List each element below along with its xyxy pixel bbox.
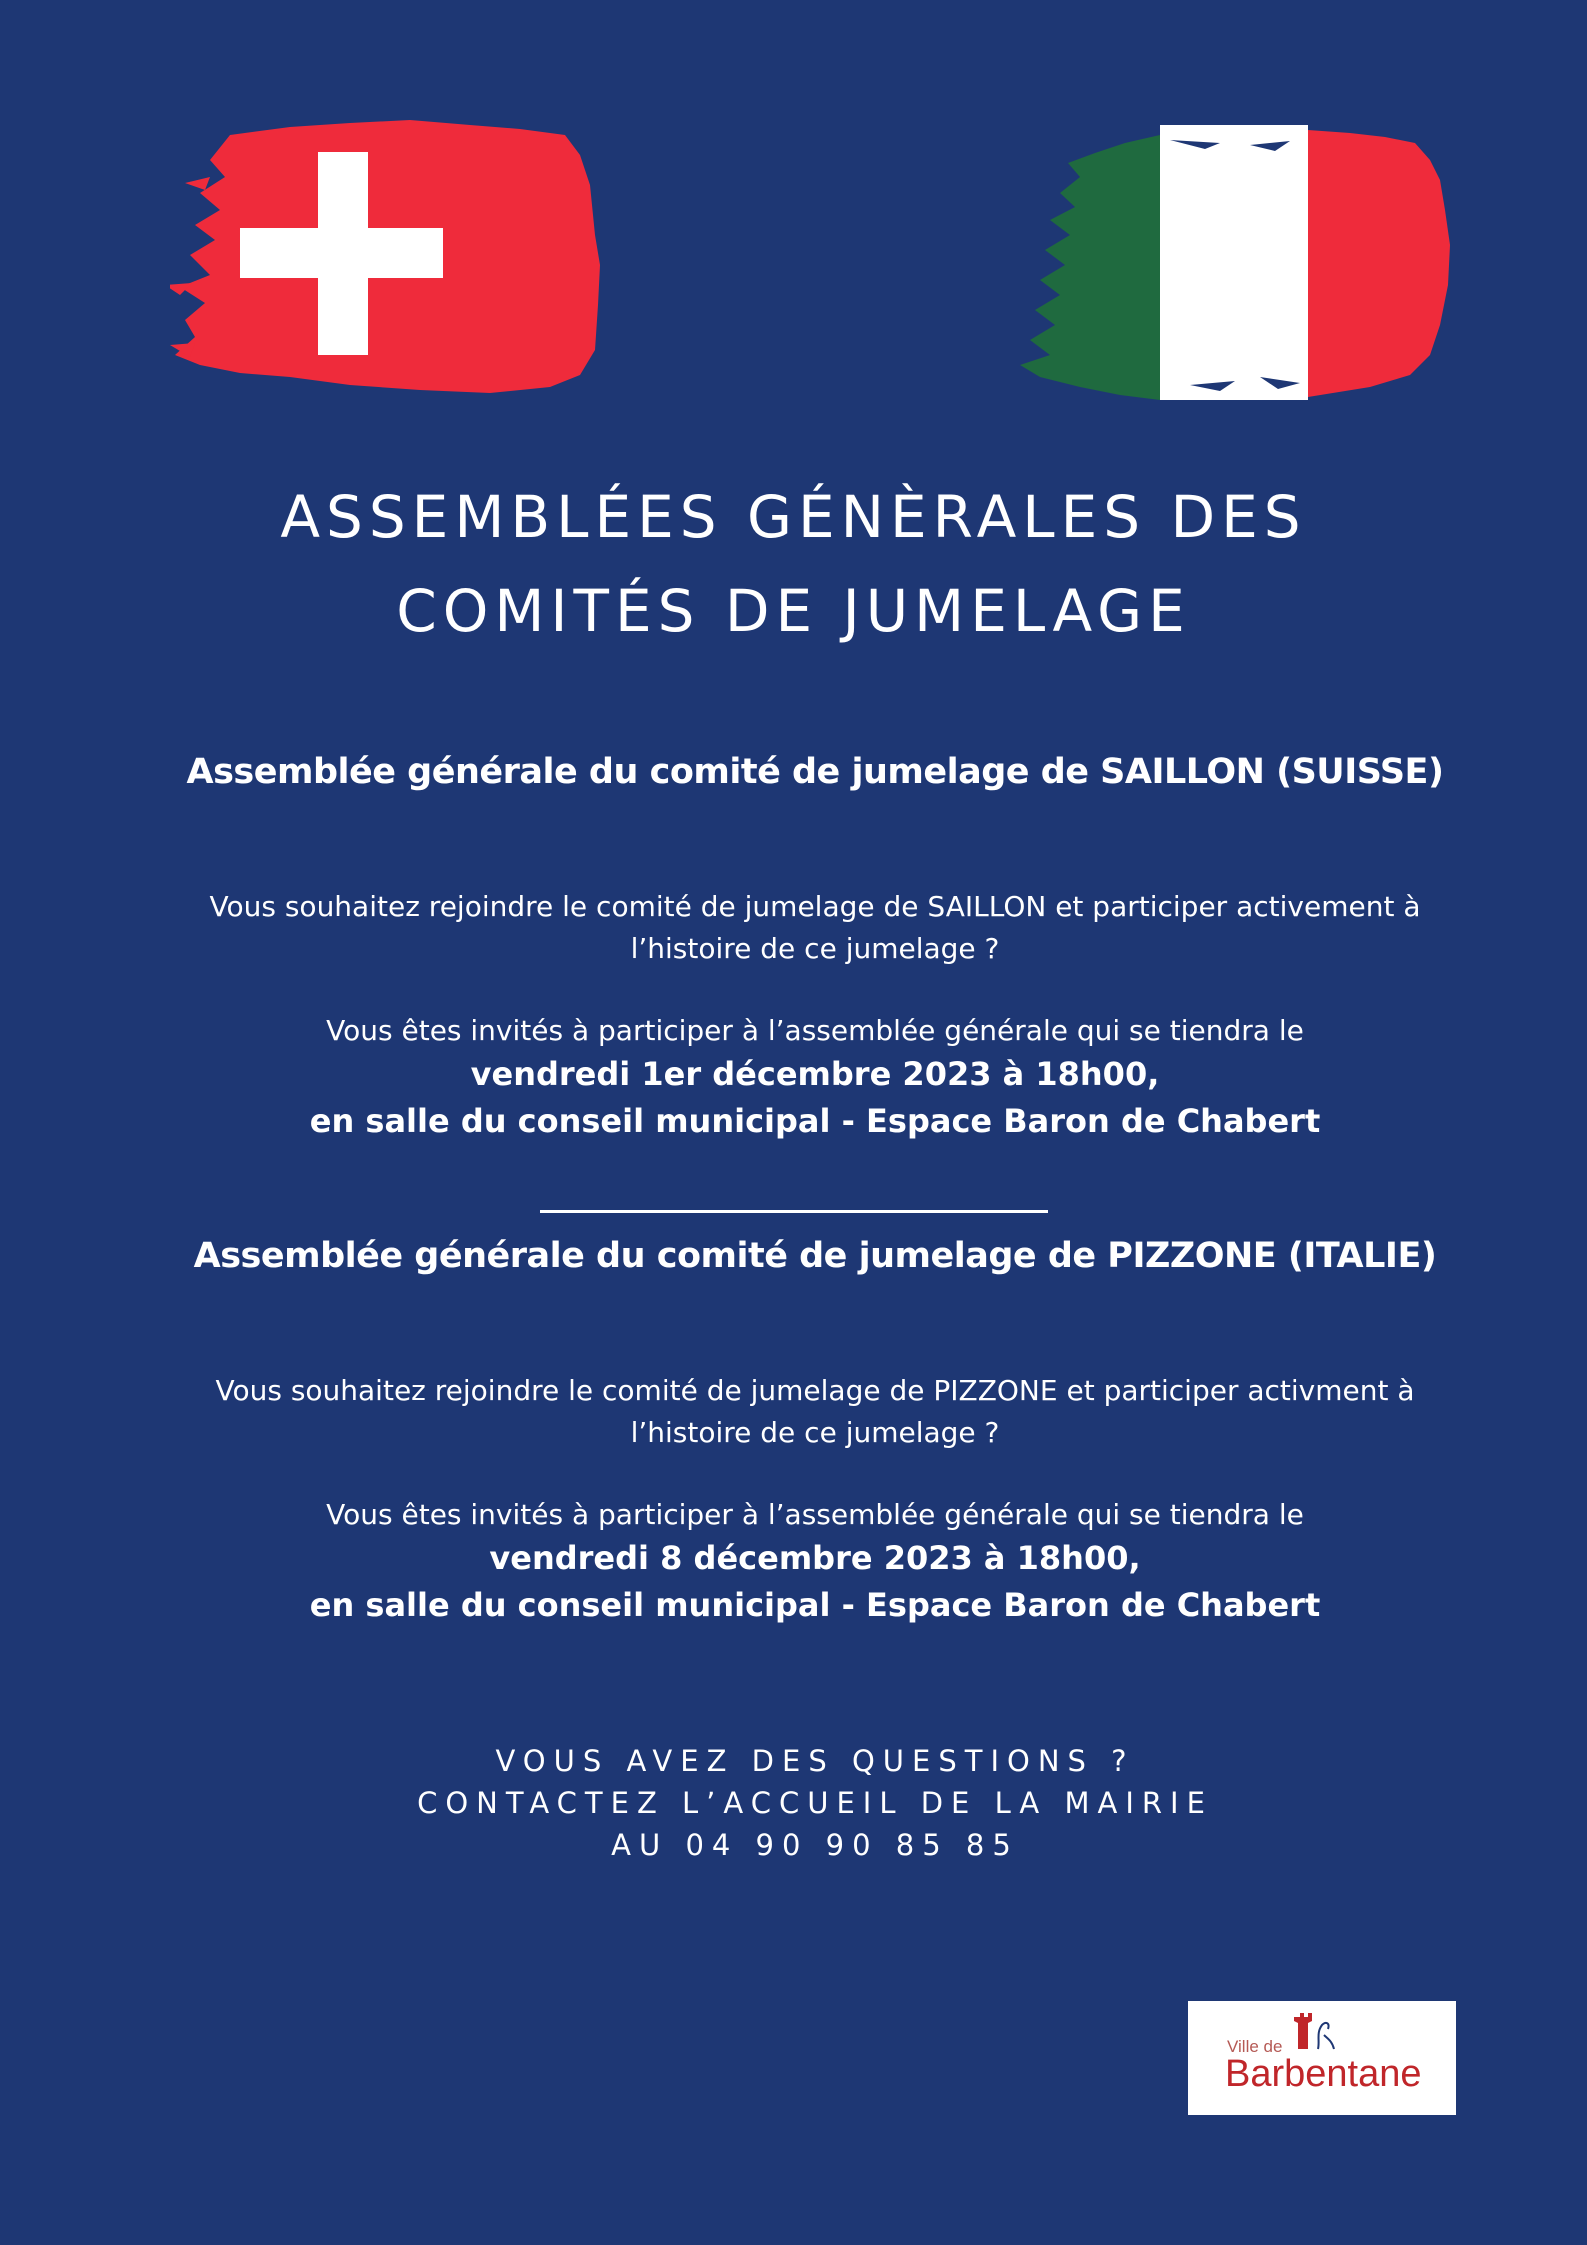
- section-divider: [540, 1210, 1048, 1213]
- saillon-place: en salle du conseil municipal - Espace Baron de Chabert: [309, 1102, 1321, 1140]
- title-line-1: ASSEMBLÉES GÉNÈRALES DES: [280, 483, 1307, 551]
- pizzone-text-line-1: Vous souhaitez rejoindre le comité de jumelage de PIZZONE et participer activment à: [215, 1374, 1415, 1407]
- italy-flag-icon: [1020, 115, 1452, 405]
- logo-small-text: Ville de: [1227, 2037, 1283, 2056]
- saillon-heading: Assemblée générale du comité de jumelage de SAILLON (SUISSE): [186, 752, 1444, 792]
- title-line-2: COMITÉS DE JUMELAGE: [396, 577, 1191, 645]
- page-title: [0, 470, 1587, 658]
- contact-phone: AU 04 90 90 85 85: [611, 1828, 1019, 1862]
- pizzone-text: [190, 1370, 1440, 1454]
- saillon-text-line-2: l’histoire de ce jumelage ?: [630, 932, 1000, 965]
- pizzone-heading: Assemblée générale du comité de jumelage de PIZZONE (ITALIE): [193, 1236, 1437, 1276]
- contact-block: [0, 1740, 1587, 1866]
- logo-town-name: Barbentane: [1225, 2053, 1422, 2095]
- pizzone-text-line-2: l’histoire de ce jumelage ?: [630, 1416, 1000, 1449]
- barbentane-logo: [1188, 2001, 1456, 2115]
- contact-line-2: CONTACTEZ L’ACCUEIL DE LA MAIRIE: [417, 1786, 1213, 1820]
- contact-line-1: VOUS AVEZ DES QUESTIONS ?: [495, 1744, 1135, 1778]
- saillon-text-line-1: Vous souhaitez rejoindre le comité de jumelage de SAILLON et participer activement à: [209, 890, 1421, 923]
- castle-tower-icon: [1290, 2011, 1338, 2051]
- saillon-invite: Vous êtes invités à participer à l’assemblée générale qui se tiendra le: [326, 1014, 1304, 1047]
- swiss-flag-icon: [170, 115, 615, 400]
- pizzone-place: en salle du conseil municipal - Espace Baron de Chabert: [309, 1586, 1321, 1624]
- pizzone-date: vendredi 8 décembre 2023 à 18h00,: [489, 1539, 1141, 1577]
- saillon-date: vendredi 1er décembre 2023 à 18h00,: [470, 1055, 1160, 1093]
- pizzone-invite: Vous êtes invités à participer à l’assemblée générale qui se tiendra le: [326, 1498, 1304, 1531]
- saillon-text: [190, 886, 1440, 970]
